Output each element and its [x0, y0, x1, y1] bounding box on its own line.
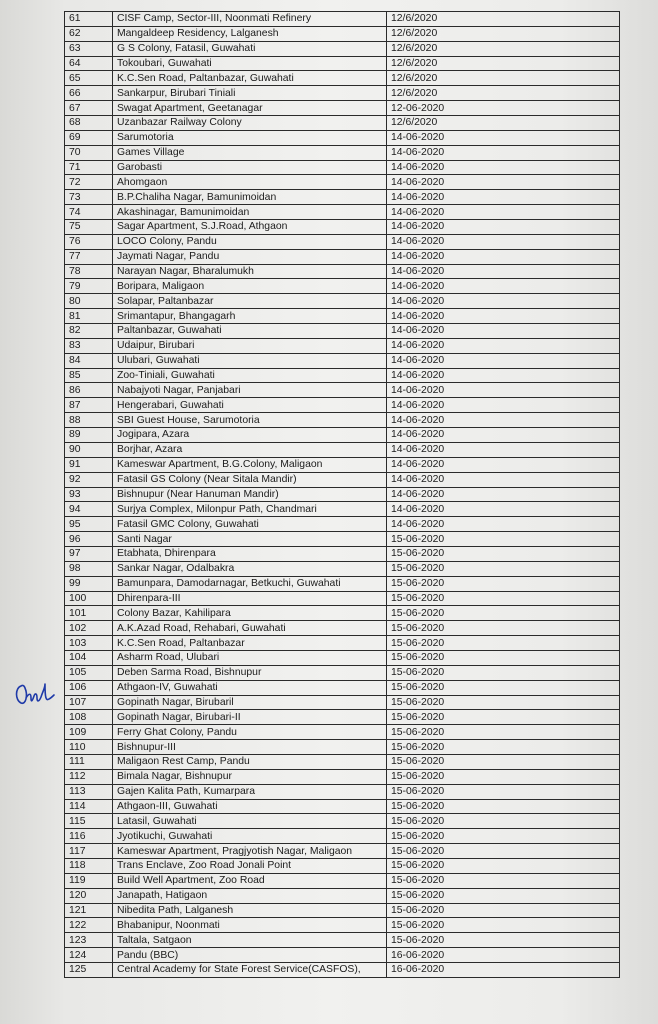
- serial-number-cell: 71: [65, 160, 113, 175]
- date-cell: 12/6/2020: [387, 116, 620, 131]
- date-cell: 15-06-2020: [387, 858, 620, 873]
- serial-number-cell: 64: [65, 56, 113, 71]
- area-name-cell: Srimantapur, Bhangagarh: [113, 309, 387, 324]
- serial-number-cell: 112: [65, 769, 113, 784]
- serial-number-cell: 88: [65, 413, 113, 428]
- serial-number-cell: 66: [65, 86, 113, 101]
- date-cell: 15-06-2020: [387, 754, 620, 769]
- serial-number-cell: 116: [65, 829, 113, 844]
- table-row: [65, 650, 620, 665]
- date-cell: 14-06-2020: [387, 324, 620, 339]
- table-row: [65, 294, 620, 309]
- serial-number-cell: 102: [65, 621, 113, 636]
- date-cell: 15-06-2020: [387, 844, 620, 859]
- date-cell: 14-06-2020: [387, 472, 620, 487]
- date-cell: 14-06-2020: [387, 175, 620, 190]
- area-name-cell: Borjhar, Azara: [113, 442, 387, 457]
- date-cell: 14-06-2020: [387, 160, 620, 175]
- area-name-cell: Jaymati Nagar, Pandu: [113, 249, 387, 264]
- table-row: [65, 754, 620, 769]
- table-row: [65, 888, 620, 903]
- serial-number-cell: 85: [65, 368, 113, 383]
- serial-number-cell: 72: [65, 175, 113, 190]
- area-name-cell: Athgaon-IV, Guwahati: [113, 680, 387, 695]
- date-cell: 15-06-2020: [387, 636, 620, 651]
- table-row: [65, 933, 620, 948]
- serial-number-cell: 63: [65, 41, 113, 56]
- table-row: [65, 12, 620, 27]
- date-cell: 15-06-2020: [387, 650, 620, 665]
- serial-number-cell: 75: [65, 220, 113, 235]
- table-row: [65, 918, 620, 933]
- serial-number-cell: 65: [65, 71, 113, 86]
- serial-number-cell: 104: [65, 650, 113, 665]
- date-cell: 15-06-2020: [387, 561, 620, 576]
- serial-number-cell: 92: [65, 472, 113, 487]
- date-cell: 14-06-2020: [387, 442, 620, 457]
- date-cell: 15-06-2020: [387, 933, 620, 948]
- date-cell: 12/6/2020: [387, 56, 620, 71]
- date-cell: 12/6/2020: [387, 86, 620, 101]
- area-name-cell: Ahomgaon: [113, 175, 387, 190]
- area-name-cell: Boripara, Maligaon: [113, 279, 387, 294]
- table-row: [65, 844, 620, 859]
- area-name-cell: Gopinath Nagar, Birubari-II: [113, 710, 387, 725]
- date-cell: 15-06-2020: [387, 710, 620, 725]
- area-name-cell: Athgaon-III, Guwahati: [113, 799, 387, 814]
- table-row: [65, 442, 620, 457]
- area-name-cell: Swagat Apartment, Geetanagar: [113, 101, 387, 116]
- area-name-cell: Nibedita Path, Lalganesh: [113, 903, 387, 918]
- area-name-cell: Nabajyoti Nagar, Panjabari: [113, 383, 387, 398]
- table-row: [65, 234, 620, 249]
- table-row: [65, 428, 620, 443]
- serial-number-cell: 110: [65, 740, 113, 755]
- table-row: [65, 71, 620, 86]
- serial-number-cell: 83: [65, 338, 113, 353]
- area-name-cell: LOCO Colony, Pandu: [113, 234, 387, 249]
- area-name-cell: Hengerabari, Guwahati: [113, 398, 387, 413]
- date-cell: 14-06-2020: [387, 190, 620, 205]
- serial-number-cell: 73: [65, 190, 113, 205]
- date-cell: 15-06-2020: [387, 784, 620, 799]
- date-cell: 15-06-2020: [387, 829, 620, 844]
- table-row: [65, 725, 620, 740]
- table-row: [65, 903, 620, 918]
- containment-zone-table: [64, 11, 620, 978]
- table-row: [65, 829, 620, 844]
- area-name-cell: Games Village: [113, 145, 387, 160]
- table-row: [65, 220, 620, 235]
- table-row: [65, 383, 620, 398]
- date-cell: 15-06-2020: [387, 873, 620, 888]
- serial-number-cell: 87: [65, 398, 113, 413]
- table-row: [65, 190, 620, 205]
- date-cell: 14-06-2020: [387, 517, 620, 532]
- table-row: [65, 457, 620, 472]
- date-cell: 14-06-2020: [387, 413, 620, 428]
- area-name-cell: Sankarpur, Birubari Tiniali: [113, 86, 387, 101]
- date-cell: 12/6/2020: [387, 71, 620, 86]
- area-name-cell: Udaipur, Birubari: [113, 338, 387, 353]
- date-cell: 15-06-2020: [387, 740, 620, 755]
- area-name-cell: Colony Bazar, Kahilipara: [113, 606, 387, 621]
- table-row: [65, 130, 620, 145]
- date-cell: 15-06-2020: [387, 606, 620, 621]
- date-cell: 15-06-2020: [387, 695, 620, 710]
- table-row: [65, 873, 620, 888]
- area-name-cell: Bishnupur-III: [113, 740, 387, 755]
- date-cell: 15-06-2020: [387, 769, 620, 784]
- serial-number-cell: 97: [65, 546, 113, 561]
- serial-number-cell: 101: [65, 606, 113, 621]
- table-row: [65, 621, 620, 636]
- date-cell: 14-06-2020: [387, 487, 620, 502]
- table-row: [65, 116, 620, 131]
- date-cell: 12/6/2020: [387, 41, 620, 56]
- area-name-cell: K.C.Sen Road, Paltanbazar, Guwahati: [113, 71, 387, 86]
- area-name-cell: Gajen Kalita Path, Kumarpara: [113, 784, 387, 799]
- table-row: [65, 279, 620, 294]
- table-row: [65, 740, 620, 755]
- area-name-cell: SBI Guest House, Sarumotoria: [113, 413, 387, 428]
- date-cell: 14-06-2020: [387, 264, 620, 279]
- handwritten-signature-icon: [12, 676, 58, 710]
- serial-number-cell: 68: [65, 116, 113, 131]
- serial-number-cell: 96: [65, 532, 113, 547]
- table-row: [65, 309, 620, 324]
- table-row: [65, 591, 620, 606]
- serial-number-cell: 103: [65, 636, 113, 651]
- area-name-cell: Taltala, Satgaon: [113, 933, 387, 948]
- area-name-cell: Trans Enclave, Zoo Road Jonali Point: [113, 858, 387, 873]
- date-cell: 14-06-2020: [387, 398, 620, 413]
- area-name-cell: Sankar Nagar, Odalbakra: [113, 561, 387, 576]
- serial-number-cell: 124: [65, 948, 113, 963]
- area-name-cell: Akashinagar, Bamunimoidan: [113, 205, 387, 220]
- date-cell: 15-06-2020: [387, 814, 620, 829]
- serial-number-cell: 121: [65, 903, 113, 918]
- area-name-cell: Kameswar Apartment, B.G.Colony, Maligaon: [113, 457, 387, 472]
- serial-number-cell: 117: [65, 844, 113, 859]
- table-row: [65, 710, 620, 725]
- date-cell: 15-06-2020: [387, 725, 620, 740]
- area-name-cell: Deben Sarma Road, Bishnupur: [113, 665, 387, 680]
- area-name-cell: Jogipara, Azara: [113, 428, 387, 443]
- serial-number-cell: 74: [65, 205, 113, 220]
- table-row: [65, 86, 620, 101]
- serial-number-cell: 94: [65, 502, 113, 517]
- area-name-cell: Asharm Road, Ulubari: [113, 650, 387, 665]
- serial-number-cell: 107: [65, 695, 113, 710]
- table-row: [65, 948, 620, 963]
- serial-number-cell: 108: [65, 710, 113, 725]
- serial-number-cell: 76: [65, 234, 113, 249]
- area-name-cell: Tokoubari, Guwahati: [113, 56, 387, 71]
- date-cell: 14-06-2020: [387, 145, 620, 160]
- serial-number-cell: 80: [65, 294, 113, 309]
- table-row: [65, 546, 620, 561]
- date-cell: 16-06-2020: [387, 948, 620, 963]
- date-cell: 14-06-2020: [387, 205, 620, 220]
- area-name-cell: Solapar, Paltanbazar: [113, 294, 387, 309]
- serial-number-cell: 90: [65, 442, 113, 457]
- area-name-cell: Fatasil GMC Colony, Guwahati: [113, 517, 387, 532]
- serial-number-cell: 82: [65, 324, 113, 339]
- table-row: [65, 338, 620, 353]
- table-row: [65, 858, 620, 873]
- table-row: [65, 606, 620, 621]
- area-name-cell: Janapath, Hatigaon: [113, 888, 387, 903]
- area-name-cell: Uzanbazar Railway Colony: [113, 116, 387, 131]
- table-row: [65, 101, 620, 116]
- date-cell: 14-06-2020: [387, 309, 620, 324]
- area-name-cell: Bhabanipur, Noonmati: [113, 918, 387, 933]
- area-name-cell: Build Well Apartment, Zoo Road: [113, 873, 387, 888]
- table-row: [65, 784, 620, 799]
- table-row: [65, 175, 620, 190]
- area-name-cell: Jyotikuchi, Guwahati: [113, 829, 387, 844]
- date-cell: 14-06-2020: [387, 279, 620, 294]
- table-row: [65, 814, 620, 829]
- date-cell: 15-06-2020: [387, 665, 620, 680]
- table-row: [65, 41, 620, 56]
- serial-number-cell: 81: [65, 309, 113, 324]
- date-cell: 14-06-2020: [387, 428, 620, 443]
- table-row: [65, 799, 620, 814]
- date-cell: 14-06-2020: [387, 457, 620, 472]
- serial-number-cell: 122: [65, 918, 113, 933]
- table-row: [65, 324, 620, 339]
- table-row: [65, 636, 620, 651]
- table-row: [65, 249, 620, 264]
- area-name-cell: Sagar Apartment, S.J.Road, Athgaon: [113, 220, 387, 235]
- area-name-cell: G S Colony, Fatasil, Guwahati: [113, 41, 387, 56]
- date-cell: 12-06-2020: [387, 101, 620, 116]
- table-row: [65, 26, 620, 41]
- date-cell: 12/6/2020: [387, 26, 620, 41]
- date-cell: 15-06-2020: [387, 621, 620, 636]
- serial-number-cell: 111: [65, 754, 113, 769]
- table-row: [65, 665, 620, 680]
- date-cell: 14-06-2020: [387, 353, 620, 368]
- serial-number-cell: 109: [65, 725, 113, 740]
- area-name-cell: CISF Camp, Sector-III, Noonmati Refinery: [113, 12, 387, 27]
- serial-number-cell: 98: [65, 561, 113, 576]
- area-name-cell: Latasil, Guwahati: [113, 814, 387, 829]
- serial-number-cell: 78: [65, 264, 113, 279]
- date-cell: 14-06-2020: [387, 249, 620, 264]
- table-row: [65, 205, 620, 220]
- date-cell: 14-06-2020: [387, 368, 620, 383]
- area-name-cell: Paltanbazar, Guwahati: [113, 324, 387, 339]
- serial-number-cell: 61: [65, 12, 113, 27]
- area-name-cell: Narayan Nagar, Bharalumukh: [113, 264, 387, 279]
- serial-number-cell: 89: [65, 428, 113, 443]
- serial-number-cell: 99: [65, 576, 113, 591]
- table-row: [65, 398, 620, 413]
- serial-number-cell: 84: [65, 353, 113, 368]
- table-row: [65, 487, 620, 502]
- area-name-cell: Gopinath Nagar, Birubaril: [113, 695, 387, 710]
- area-name-cell: Etabhata, Dhirenpara: [113, 546, 387, 561]
- serial-number-cell: 115: [65, 814, 113, 829]
- table-row: [65, 160, 620, 175]
- date-cell: 15-06-2020: [387, 680, 620, 695]
- area-name-cell: Zoo-Tiniali, Guwahati: [113, 368, 387, 383]
- serial-number-cell: 70: [65, 145, 113, 160]
- serial-number-cell: 118: [65, 858, 113, 873]
- area-name-cell: Santi Nagar: [113, 532, 387, 547]
- serial-number-cell: 114: [65, 799, 113, 814]
- area-name-cell: Dhirenpara-III: [113, 591, 387, 606]
- table-row: [65, 532, 620, 547]
- serial-number-cell: 100: [65, 591, 113, 606]
- date-cell: 14-06-2020: [387, 130, 620, 145]
- date-cell: 15-06-2020: [387, 799, 620, 814]
- date-cell: 15-06-2020: [387, 918, 620, 933]
- table-row: [65, 368, 620, 383]
- area-name-cell: B.P.Chaliha Nagar, Bamunimoidan: [113, 190, 387, 205]
- date-cell: 12/6/2020: [387, 12, 620, 27]
- area-name-cell: Fatasil GS Colony (Near Sitala Mandir): [113, 472, 387, 487]
- area-name-cell: Mangaldeep Residency, Lalganesh: [113, 26, 387, 41]
- date-cell: 14-06-2020: [387, 338, 620, 353]
- table-row: [65, 502, 620, 517]
- serial-number-cell: 91: [65, 457, 113, 472]
- table-row: [65, 413, 620, 428]
- serial-number-cell: 62: [65, 26, 113, 41]
- area-name-cell: K.C.Sen Road, Paltanbazar: [113, 636, 387, 651]
- table-row: [65, 680, 620, 695]
- date-cell: 15-06-2020: [387, 903, 620, 918]
- date-cell: 14-06-2020: [387, 502, 620, 517]
- serial-number-cell: 67: [65, 101, 113, 116]
- serial-number-cell: 77: [65, 249, 113, 264]
- date-cell: 14-06-2020: [387, 383, 620, 398]
- area-name-cell: Maligaon Rest Camp, Pandu: [113, 754, 387, 769]
- area-name-cell: Sarumotoria: [113, 130, 387, 145]
- table-body: [65, 12, 620, 978]
- serial-number-cell: 79: [65, 279, 113, 294]
- serial-number-cell: 105: [65, 665, 113, 680]
- serial-number-cell: 106: [65, 680, 113, 695]
- table-row: [65, 56, 620, 71]
- area-name-cell: Surjya Complex, Milonpur Path, Chandmari: [113, 502, 387, 517]
- table-row: [65, 769, 620, 784]
- area-name-cell: Central Academy for State Forest Service(CASFOS),: [113, 963, 387, 978]
- date-cell: 15-06-2020: [387, 591, 620, 606]
- table-row: [65, 353, 620, 368]
- table-row: [65, 963, 620, 978]
- date-cell: 15-06-2020: [387, 532, 620, 547]
- area-name-cell: A.K.Azad Road, Rehabari, Guwahati: [113, 621, 387, 636]
- serial-number-cell: 95: [65, 517, 113, 532]
- serial-number-cell: 69: [65, 130, 113, 145]
- table-row: [65, 264, 620, 279]
- serial-number-cell: 123: [65, 933, 113, 948]
- area-name-cell: Ulubari, Guwahati: [113, 353, 387, 368]
- area-name-cell: Garobasti: [113, 160, 387, 175]
- serial-number-cell: 119: [65, 873, 113, 888]
- table-row: [65, 517, 620, 532]
- area-name-cell: Ferry Ghat Colony, Pandu: [113, 725, 387, 740]
- table-row: [65, 576, 620, 591]
- area-name-cell: Pandu (BBC): [113, 948, 387, 963]
- serial-number-cell: 86: [65, 383, 113, 398]
- table-row: [65, 561, 620, 576]
- date-cell: 16-06-2020: [387, 963, 620, 978]
- serial-number-cell: 120: [65, 888, 113, 903]
- serial-number-cell: 125: [65, 963, 113, 978]
- date-cell: 14-06-2020: [387, 294, 620, 309]
- table-row: [65, 145, 620, 160]
- area-name-cell: Kameswar Apartment, Pragjyotish Nagar, Maligaon: [113, 844, 387, 859]
- area-name-cell: Bamunpara, Damodarnagar, Betkuchi, Guwahati: [113, 576, 387, 591]
- table-row: [65, 695, 620, 710]
- date-cell: 15-06-2020: [387, 888, 620, 903]
- serial-number-cell: 93: [65, 487, 113, 502]
- date-cell: 15-06-2020: [387, 546, 620, 561]
- area-name-cell: Bishnupur (Near Hanuman Mandir): [113, 487, 387, 502]
- table-row: [65, 472, 620, 487]
- date-cell: 14-06-2020: [387, 234, 620, 249]
- serial-number-cell: 113: [65, 784, 113, 799]
- area-name-cell: Bimala Nagar, Bishnupur: [113, 769, 387, 784]
- date-cell: 14-06-2020: [387, 220, 620, 235]
- date-cell: 15-06-2020: [387, 576, 620, 591]
